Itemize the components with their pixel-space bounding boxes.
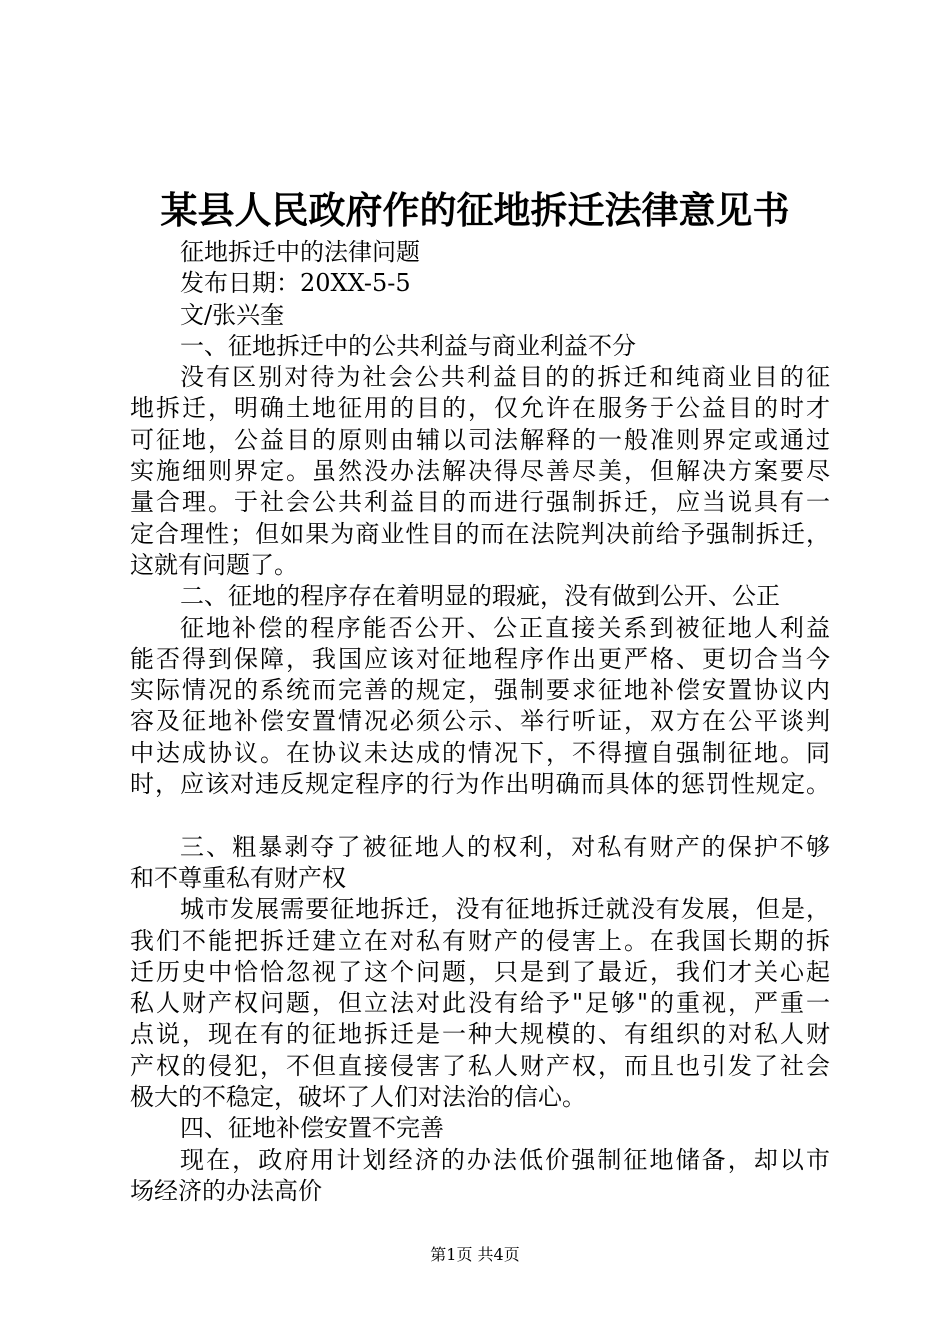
paragraph-line: 产权的侵犯，不但直接侵害了私人财产权，而且也引发了社会 [130, 1051, 830, 1080]
paragraph-line: 城市发展需要征地拆迁，没有征地拆迁就没有发展，但是， [180, 895, 830, 924]
publish-date-line: 发布日期：20XX-5-5 [180, 269, 411, 298]
document-body [130, 237, 830, 1207]
paragraph-line: 定合理性；但如果为商业性目的而在法院判决前给予强制拆迁， [130, 519, 830, 548]
section-heading-3-cont: 和不尊重私有财产权 [130, 863, 346, 892]
section-heading-1: 一、征地拆迁中的公共利益与商业利益不分 [180, 331, 636, 360]
paragraph-line: 能否得到保障，我国应该对征地程序作出更严格、更切合当今 [130, 644, 830, 673]
paragraph-line: 征地补偿的程序能否公开、公正直接关系到被征地人利益 [180, 613, 830, 642]
paragraph-line: 可征地，公益目的原则由辅以司法解释的一般准则界定或通过 [130, 425, 830, 454]
paragraph-line: 迁历史中恰恰忽视了这个问题，只是到了最近，我们才关心起 [130, 957, 830, 986]
paragraph-line: 量合理。于社会公共利益目的而进行强制拆迁，应当说具有一 [130, 488, 830, 517]
section-heading-3: 三、粗暴剥夺了被征地人的权利，对私有财产的保护不够 [180, 832, 830, 861]
subtitle-line: 征地拆迁中的法律问题 [180, 238, 420, 266]
paragraph-line: 中达成协议。在协议未达成的情况下，不得擅自强制征地。同 [130, 738, 830, 767]
paragraph-line: 实际情况的系统而完善的规定，强制要求征地补偿安置协议内 [130, 676, 830, 705]
paragraph-line: 容及征地补偿安置情况必须公示、举行听证，双方在公平谈判 [130, 707, 830, 736]
paragraph-line: 实施细则界定。虽然没办法解决得尽善尽美，但解决方案要尽 [130, 457, 830, 486]
paragraph-line: 极大的不稳定，破坏了人们对法治的信心。 [130, 1083, 586, 1112]
author-line: 文/张兴奎 [180, 300, 285, 329]
section-heading-4: 四、征地补偿安置不完善 [180, 1114, 444, 1143]
page-footer: 第1页 共4页 [430, 1245, 520, 1264]
paragraph-line: 场经济的办法高价 [130, 1176, 322, 1205]
section-heading-2: 二、征地的程序存在着明显的瑕疵，没有做到公开、公正 [180, 582, 780, 611]
blank-line [130, 800, 830, 831]
paragraph-line: 我们不能把拆迁建立在对私有财产的侵害上。在我国长期的拆 [130, 926, 830, 955]
document-title: 某县人民政府作的征地拆迁法律意见书 [160, 188, 790, 232]
paragraph-line: 现在，政府用计划经济的办法低价强制征地储备，却以市 [180, 1145, 830, 1174]
paragraph-line: 时，应该对违反规定程序的行为作出明确而具体的惩罚性规定。 [130, 770, 830, 799]
paragraph-line: 没有区别对待为社会公共利益目的的拆迁和纯商业目的征 [180, 363, 830, 392]
paragraph-line: 私人财产权问题，但立法对此没有给予"足够"的重视，严重一 [130, 989, 830, 1018]
paragraph-line: 点说，现在有的征地拆迁是一种大规模的、有组织的对私人财 [130, 1020, 830, 1049]
paragraph-line: 地拆迁，明确土地征用的目的，仅允许在服务于公益目的时才 [130, 394, 830, 423]
paragraph-line: 这就有问题了。 [130, 550, 298, 579]
